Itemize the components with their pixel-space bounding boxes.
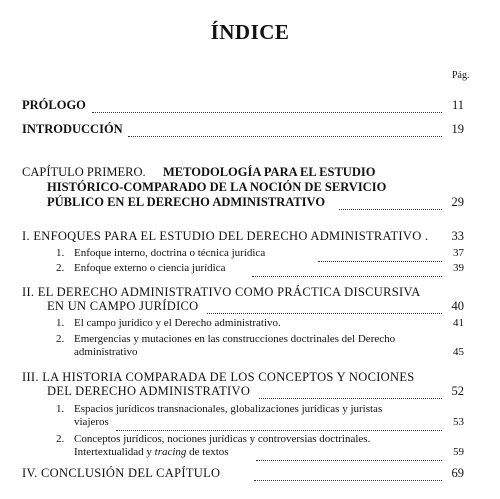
section-label-line-1: III. LA HISTORIA COMPARADA DE LOS CONCEPTOS Y NOCIONES [22, 370, 415, 384]
toc-entry-introduccion[interactable] [22, 122, 464, 138]
dot-leader [339, 195, 442, 210]
dot-leader [318, 247, 442, 262]
page-number: 41 [453, 317, 464, 329]
toc-subsection-1-1[interactable] [56, 247, 464, 263]
page-number: 53 [453, 416, 464, 428]
toc-entry-prologo[interactable] [22, 98, 464, 114]
subsection-label-line-1: Emergencias y mutaciones en las construcciones doctrinales del Derecho [74, 333, 396, 345]
subsection-number: 2. [56, 262, 65, 274]
section-line-2-row [47, 299, 464, 315]
page-number: 39 [453, 262, 464, 274]
section-label: IV. CONCLUSIÓN DEL CAPÍTULO [22, 466, 221, 480]
subsection-number: 2. [56, 333, 65, 345]
page-number: 40 [451, 299, 464, 313]
page-number: 59 [453, 446, 464, 458]
chapter-title-line-1: METODOLOGÍA PARA EL ESTUDIO [163, 165, 376, 179]
toc-subsection-2-1[interactable] [56, 317, 464, 333]
page-number: 29 [451, 195, 464, 209]
subsection-line-2-row [74, 446, 464, 462]
dot-leader [207, 299, 442, 314]
section-label: I. ENFOQUES PARA EL ESTUDIO DEL DERECHO ADMINISTRATIVO . [22, 229, 429, 243]
subsection-number: 1. [56, 403, 65, 415]
dot-leader [256, 446, 442, 461]
page-number: 37 [453, 247, 464, 259]
dot-leader [254, 466, 442, 481]
page-number: 52 [451, 384, 464, 398]
chapter-title-line-2: HISTÓRICO-COMPARADO DE LA NOCIÓN DE SERVICIO [47, 180, 387, 194]
section-line-2-row [47, 384, 464, 400]
subsection-label-line-1: Conceptos jurídicos, nociones jurídicas y controversias doctrinales. [74, 433, 371, 445]
toc-entry-label: PRÓLOGO [22, 98, 86, 112]
dot-leader [92, 98, 442, 113]
page-number: 33 [451, 229, 464, 243]
page-number: 69 [451, 466, 464, 480]
subsection-number: 1. [56, 247, 65, 259]
chapter-prefix: CAPÍTULO PRIMERO. [22, 165, 146, 179]
subsection-label-text-end: de textos [186, 446, 229, 458]
subsection-label-emphasis: tracing [154, 446, 187, 458]
toc-section-i[interactable] [22, 229, 464, 245]
subsection-number: 2. [56, 433, 65, 445]
chapter-title-line-3-row [47, 195, 464, 211]
chapter-title-line-3: PÚBLICO EN EL DERECHO ADMINISTRATIVO [47, 195, 326, 209]
dot-leader [128, 122, 442, 137]
dot-leader [252, 262, 442, 277]
subsection-label-line-2: viajeros [74, 416, 109, 428]
toc-subsection-1-2[interactable] [56, 262, 464, 278]
subsection-line-2-row [74, 416, 464, 432]
subsection-label-line-2: administrativo [74, 346, 138, 358]
dot-leader [259, 384, 442, 399]
dot-leader [116, 416, 442, 431]
toc-section-iv[interactable] [22, 466, 464, 482]
subsection-label-line-1: Espacios jurídicos transnacionales, globalizaciones jurídicas y juristas [74, 403, 383, 415]
subsection-label: Enfoque externo o ciencia jurídica [74, 262, 226, 274]
page-number: 45 [453, 346, 464, 358]
page-column-label: Pág. [452, 70, 470, 81]
subsection-label: Enfoque interno, doctrina o técnica jurídica [74, 247, 266, 259]
subsection-label-line-2 [74, 446, 229, 458]
page-title: ÍNDICE [210, 20, 290, 44]
page-number: 11 [451, 98, 464, 112]
subsection-number: 1. [56, 317, 65, 329]
toc-entry-label: INTRODUCCIÓN [22, 122, 123, 136]
section-label-line-2: EN UN CAMPO JURÍDICO [47, 299, 199, 313]
subsection-line-2-row [74, 346, 464, 362]
section-label-line-2: DEL DERECHO ADMINISTRATIVO [47, 384, 251, 398]
page-number: 19 [451, 122, 464, 136]
subsection-label: El campo jurídico y el Derecho administrativo. [74, 317, 281, 329]
section-label-line-1: II. EL DERECHO ADMINISTRATIVO COMO PRÁCTICA DISCURSIVA [22, 285, 421, 299]
subsection-label-text: Intertextualidad y [74, 446, 155, 458]
